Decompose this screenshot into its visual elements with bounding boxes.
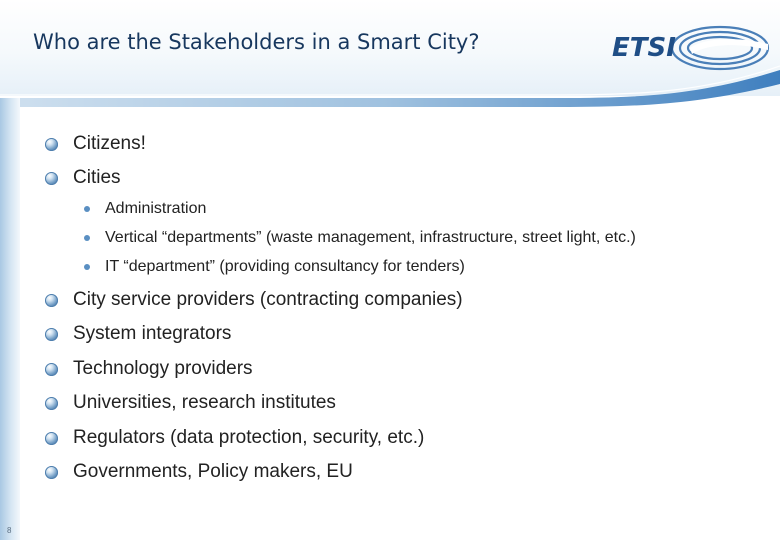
list-item: Cities bbox=[73, 167, 121, 188]
sub-list-item: IT “department” (providing consultancy for tenders) bbox=[105, 258, 465, 275]
sub-bullet-icon bbox=[84, 235, 90, 241]
logo-text: ETSI bbox=[612, 33, 676, 63]
bullet-icon bbox=[45, 328, 58, 341]
bullet-icon bbox=[45, 432, 58, 445]
list-item: City service providers (contracting companies) bbox=[73, 289, 463, 310]
bullet-icon bbox=[45, 138, 58, 151]
bullet-icon bbox=[45, 397, 58, 410]
list-item: Citizens! bbox=[73, 133, 146, 154]
sub-bullet-icon bbox=[84, 206, 90, 212]
slide-title: Who are the Stakeholders in a Smart City? bbox=[33, 30, 480, 54]
sub-bullet-icon bbox=[84, 264, 90, 270]
sub-list-item: Administration bbox=[105, 200, 207, 217]
list-item: System integrators bbox=[73, 323, 232, 344]
list-item: Governments, Policy makers, EU bbox=[73, 461, 353, 482]
page-number: 8 bbox=[7, 526, 12, 535]
bullet-icon bbox=[45, 172, 58, 185]
list-item: Regulators (data protection, security, etc.) bbox=[73, 427, 425, 448]
bullet-icon bbox=[45, 294, 58, 307]
sub-list-item: Vertical “departments” (waste management, infrastructure, street light, etc.) bbox=[105, 229, 636, 246]
bullet-icon bbox=[45, 363, 58, 376]
list-item: Technology providers bbox=[73, 358, 253, 379]
list-item: Universities, research institutes bbox=[73, 392, 336, 413]
bullet-icon bbox=[45, 466, 58, 479]
